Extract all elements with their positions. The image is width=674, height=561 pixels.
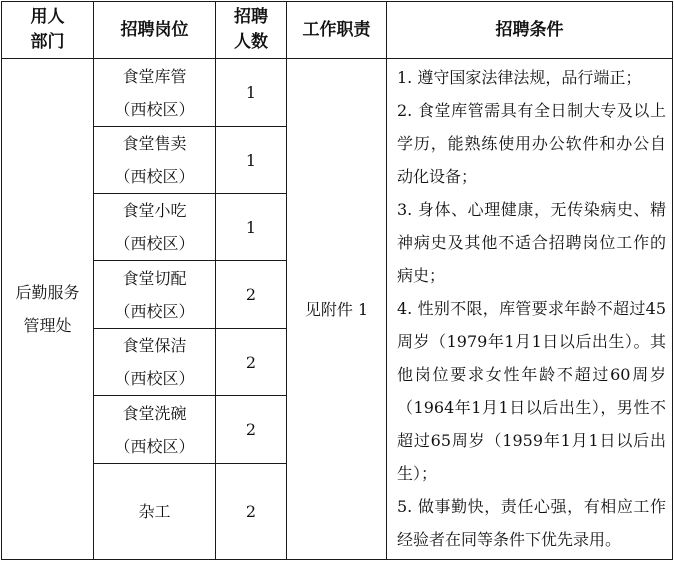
- count-cell: 2: [216, 329, 287, 396]
- condition-item: 5. 做事勤快，责任心强，有相应工作经验者在同等条件下优先录用。: [397, 497, 666, 549]
- header-count-line1: 招聘: [234, 7, 268, 27]
- duty-cell: 见附件 1: [287, 59, 387, 560]
- count-cell: 1: [216, 194, 287, 261]
- position-name: 食堂小吃: [122, 201, 187, 220]
- position-cell: [94, 194, 216, 261]
- position-cell: [94, 464, 216, 560]
- count-cell: 1: [216, 127, 287, 194]
- position-name: 杂工: [138, 502, 171, 521]
- position-campus: （西校区）: [114, 167, 195, 186]
- position-name: 食堂洗碗: [122, 403, 187, 423]
- header-position: 招聘岗位: [94, 2, 216, 59]
- header-count-line2: 人数: [234, 32, 268, 52]
- header-row: [2, 2, 673, 59]
- position-cell: [94, 127, 216, 194]
- position-campus: （西校区）: [114, 301, 195, 321]
- header-dept-line2: 部门: [30, 32, 65, 52]
- condition-item: 3. 身体、心理健康，无传染病史、精神病史及其他不适合招聘岗位工作的病史；: [397, 200, 666, 285]
- position-cell: [94, 261, 216, 329]
- position-campus: （西校区）: [114, 369, 195, 388]
- table-row: [2, 59, 673, 127]
- position-name: 食堂保洁: [122, 336, 187, 355]
- position-cell: [94, 396, 216, 464]
- position-campus: （西校区）: [114, 436, 195, 456]
- position-cell: [94, 59, 216, 127]
- condition-item: 2. 食堂库管需具有全日制大专及以上学历，能熟练使用办公软件和办公自动化设备；: [397, 101, 666, 186]
- header-dept: [2, 2, 94, 59]
- header-conditions: 招聘条件: [387, 2, 673, 59]
- position-campus: （西校区）: [114, 99, 195, 119]
- count-cell: 2: [216, 396, 287, 464]
- count-cell: 2: [216, 464, 287, 560]
- conditions-cell: [387, 59, 673, 560]
- position-cell: [94, 329, 216, 396]
- position-name: 食堂售卖: [122, 134, 187, 153]
- position-name: 食堂切配: [122, 268, 187, 288]
- count-cell: 1: [216, 59, 287, 127]
- header-count: [216, 2, 287, 59]
- position-name: 食堂库管: [122, 66, 187, 86]
- recruitment-table: [1, 1, 673, 560]
- header-dept-line1: 用人: [30, 7, 65, 27]
- header-duty: 工作职责: [287, 2, 387, 59]
- department-line2: 管理处: [23, 316, 72, 335]
- department-cell: [2, 59, 94, 560]
- condition-item: 1. 遵守国家法律法规，品行端正；: [397, 68, 642, 87]
- count-cell: 2: [216, 261, 287, 329]
- position-campus: （西校区）: [114, 234, 195, 253]
- department-line1: 后勤服务: [15, 283, 80, 302]
- condition-item: 4. 性别不限，库管要求年龄不超过45周岁（1979年1月1日以后出生）。其他岗位要求女性年龄不超过60周岁（1964年1月1日以后出生），男性不超过65周岁（1959年1月1日以后出生）；: [397, 299, 666, 483]
